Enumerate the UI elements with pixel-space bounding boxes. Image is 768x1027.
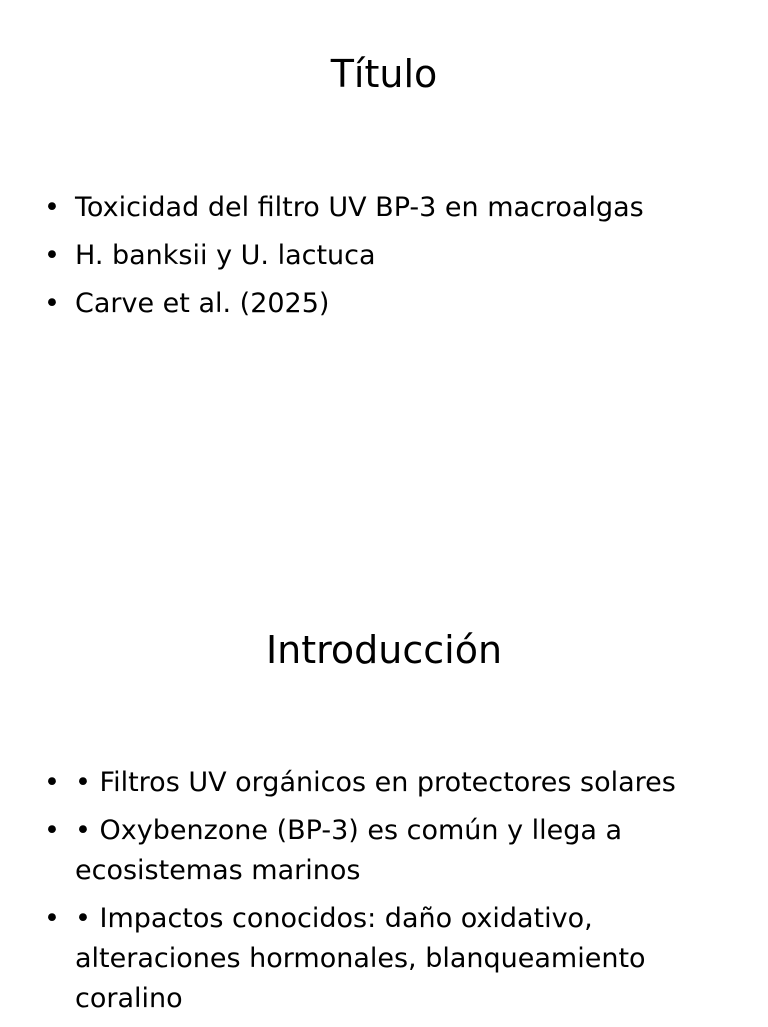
slide-introduccion [0, 576, 768, 1024]
bullet-item [0, 236, 768, 276]
bullet-list [0, 763, 768, 1027]
bullet-dot-icon: • [44, 815, 60, 846]
bullet-text: • Impactos conocidos: daño oxidativo, alteraciones hormonales, blanqueamiento coralino [75, 903, 646, 1014]
bullet-dot-icon: • [44, 288, 60, 319]
bullet-item [0, 763, 768, 803]
slide-title: Título [330, 52, 438, 96]
bullet-text: Carve et al. (2025) [75, 288, 330, 319]
bullet-list [0, 188, 768, 332]
bullet-text: • Oxybenzone (BP-3) es común y llega a ecosistemas marinos [75, 815, 623, 886]
slide-title: Introducción [265, 628, 503, 672]
bullet-text: • Filtros UV orgánicos en protectores solares [75, 767, 676, 798]
bullet-dot-icon: • [44, 192, 60, 223]
bullet-item [0, 899, 768, 1019]
bullet-dot-icon: • [44, 903, 60, 934]
bullet-dot-icon: • [44, 767, 60, 798]
bullet-text: H. banksii y U. lactuca [75, 240, 376, 271]
bullet-text: Toxicidad del filtro UV BP-3 en macroalgas [75, 192, 644, 223]
bullet-item [0, 811, 768, 891]
bullet-item [0, 284, 768, 324]
bullet-dot-icon: • [44, 240, 60, 271]
bullet-item [0, 188, 768, 228]
